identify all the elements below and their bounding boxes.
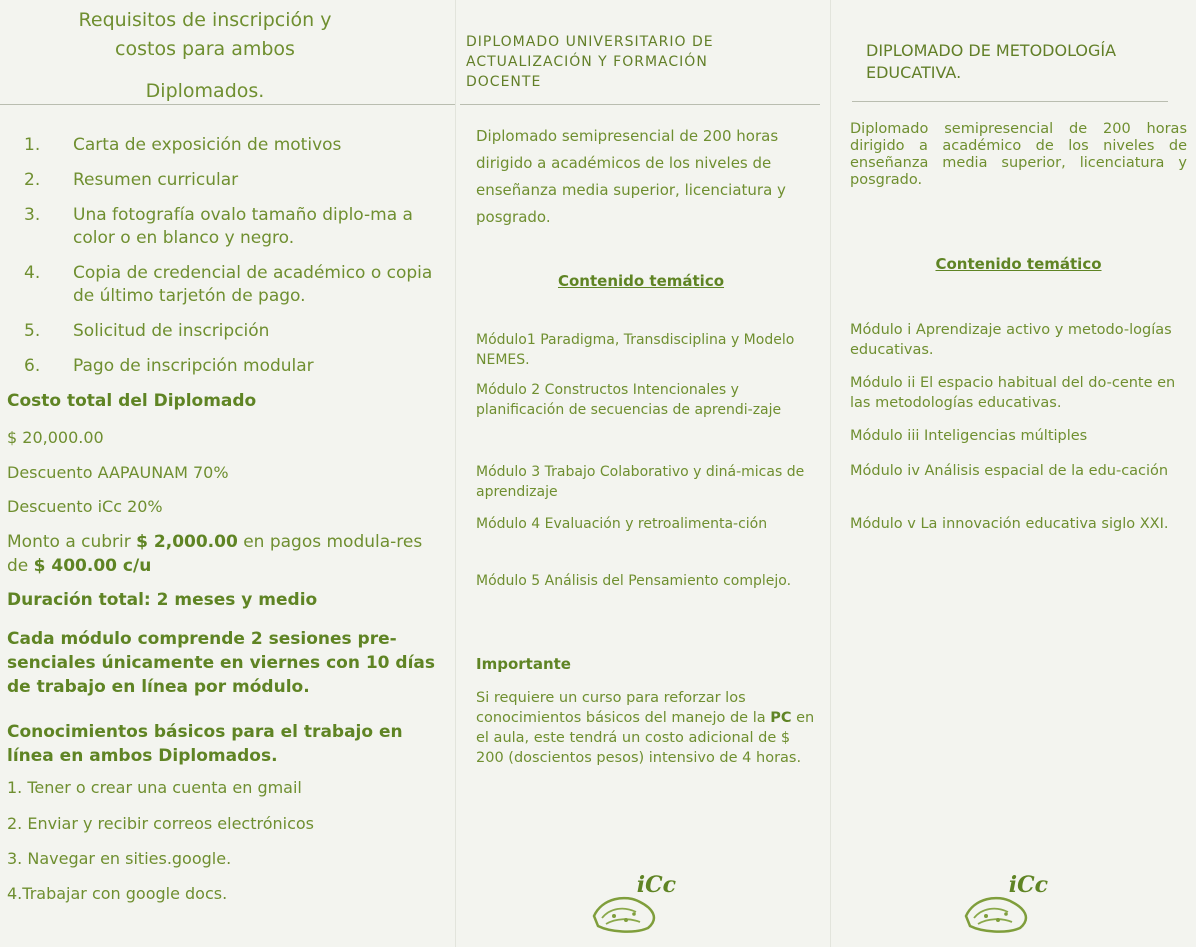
- fold-line-left: [455, 0, 456, 947]
- middle-module-4: Módulo 4 Evaluación y retroalimenta-ción: [476, 516, 768, 532]
- left-title-line3: Diplomados.: [145, 80, 265, 102]
- list-item: [24, 169, 434, 192]
- middle-title-line1: DIPLOMADO UNIVERSITARIO DE: [466, 34, 714, 50]
- left-title-line1: Requisitos de inscripción y: [78, 9, 332, 31]
- basics-item-4: 4.Trabajar con google docs.: [7, 884, 228, 903]
- important-bold: PC: [770, 710, 792, 726]
- item-text: Pago de inscripción modular: [73, 356, 314, 376]
- item-number: 6.: [24, 356, 41, 376]
- right-content-heading: Contenido temático: [935, 255, 1102, 273]
- basics-item-2: 2. Enviar y recibir correos electrónicos: [7, 814, 315, 833]
- middle-header-rule: [460, 104, 820, 105]
- important-post: en el aula, este tendrá un costo adicional de $ 200 (doscientos pesos) intensivo de 4 horas.: [476, 710, 815, 766]
- fold-line-right: [830, 0, 831, 947]
- right-module-1: Módulo i Aprendizaje activo y metodo-logías educativas.: [850, 322, 1172, 358]
- payment-installment: $ 400.00 c/u: [33, 556, 152, 576]
- important-pre: Si requiere un curso para reforzar los conocimientos básicos del manejo de la: [476, 690, 771, 726]
- important-heading: Importante: [476, 655, 571, 673]
- item-number: 2.: [24, 170, 41, 190]
- list-item: [24, 262, 434, 308]
- discount-icc: Descuento iCc 20%: [7, 497, 163, 516]
- right-module-3: Módulo iii Inteligencias múltiples: [850, 428, 1088, 444]
- modules-note: Cada módulo comprende 2 sesiones pre-senciales únicamente en viernes con 10 días de trabajo en línea por módulo.: [7, 629, 436, 697]
- middle-intro: Diplomado semipresencial de 200 horas dirigido a académicos de los niveles de enseñanza media superior, licenciatura y posgrado.: [476, 127, 786, 226]
- icc-logo-right-text: iCc: [1008, 872, 1048, 898]
- right-module-5: Módulo v La innovación educativa siglo XXI.: [850, 516, 1169, 532]
- icc-logo: [588, 872, 678, 934]
- item-text: Resumen curricular: [73, 170, 239, 190]
- cost-total: $ 20,000.00: [7, 428, 104, 447]
- icc-logo-right: [960, 872, 1050, 934]
- item-number: 1.: [24, 135, 41, 155]
- payment-mid: en pagos modula-res de: [7, 532, 423, 576]
- right-title-line1: DIPLOMADO DE METODOLOGÍA: [866, 41, 1117, 60]
- item-text: Copia de credencial de académico o copia de último tarjetón de pago.: [73, 263, 433, 306]
- right-title-line2: EDUCATIVA.: [866, 63, 962, 82]
- right-intro: Diplomado semipresencial de 200 horas dirigido a académico de los niveles de enseñanza media superior, licenciatura y posgrado.: [850, 121, 1187, 188]
- middle-module-1: Módulo1 Paradigma, Transdisciplina y Modelo NEMES.: [476, 332, 795, 368]
- cost-heading: Costo total del Diplomado: [7, 391, 257, 411]
- right-module-4: Módulo iv Análisis espacial de la edu-cación: [850, 463, 1169, 479]
- basics-item-3: 3. Navegar en sities.google.: [7, 849, 232, 868]
- left-title-line2: costos para ambos: [115, 38, 295, 60]
- item-text: Carta de exposición de motivos: [73, 135, 342, 155]
- right-title: [866, 40, 1166, 84]
- item-number: 3.: [24, 205, 41, 225]
- discount-aapaunam: Descuento AAPAUNAM 70%: [7, 463, 229, 482]
- middle-module-2: Módulo 2 Constructos Intencionales y planificación de secuencias de aprendi-zaje: [476, 382, 782, 418]
- middle-module-3: Módulo 3 Trabajo Colaborativo y diná-micas de aprendizaje: [476, 464, 805, 500]
- payment-text: [7, 530, 447, 578]
- list-item: [24, 320, 434, 343]
- icc-logo-text: iCc: [636, 872, 676, 898]
- duration-text: Duración total: 2 meses y medio: [7, 590, 318, 610]
- basics-heading: Conocimientos básicos para el trabajo en línea en ambos Diplomados.: [7, 722, 403, 766]
- item-number: 5.: [24, 321, 41, 341]
- item-text: Una fotografía ovalo tamaño diplo-ma a color o en blanco y negro.: [73, 205, 413, 248]
- list-item: [24, 204, 434, 250]
- payment-prefix: Monto a cubrir: [7, 532, 137, 552]
- requirements-list: [24, 134, 434, 390]
- basics-item-1: 1. Tener o crear una cuenta en gmail: [7, 778, 302, 797]
- middle-title-line2: ACTUALIZACIÓN Y FORMACIÓN: [466, 54, 708, 70]
- important-text: [476, 688, 821, 768]
- middle-title: [466, 32, 786, 92]
- middle-module-5: Módulo 5 Análisis del Pensamiento complejo.: [476, 573, 792, 589]
- middle-content-heading: Contenido temático: [557, 272, 725, 290]
- left-title: [40, 6, 370, 106]
- right-header-rule: [852, 101, 1168, 102]
- middle-title-line3: DOCENTE: [466, 74, 542, 90]
- list-item: [24, 134, 434, 157]
- payment-amount: $ 2,000.00: [136, 532, 238, 552]
- right-module-2: Módulo ii El espacio habitual del do-cente en las metodologías educativas.: [850, 375, 1176, 411]
- item-text: Solicitud de inscripción: [73, 321, 270, 341]
- list-item: [24, 355, 434, 378]
- item-number: 4.: [24, 263, 41, 283]
